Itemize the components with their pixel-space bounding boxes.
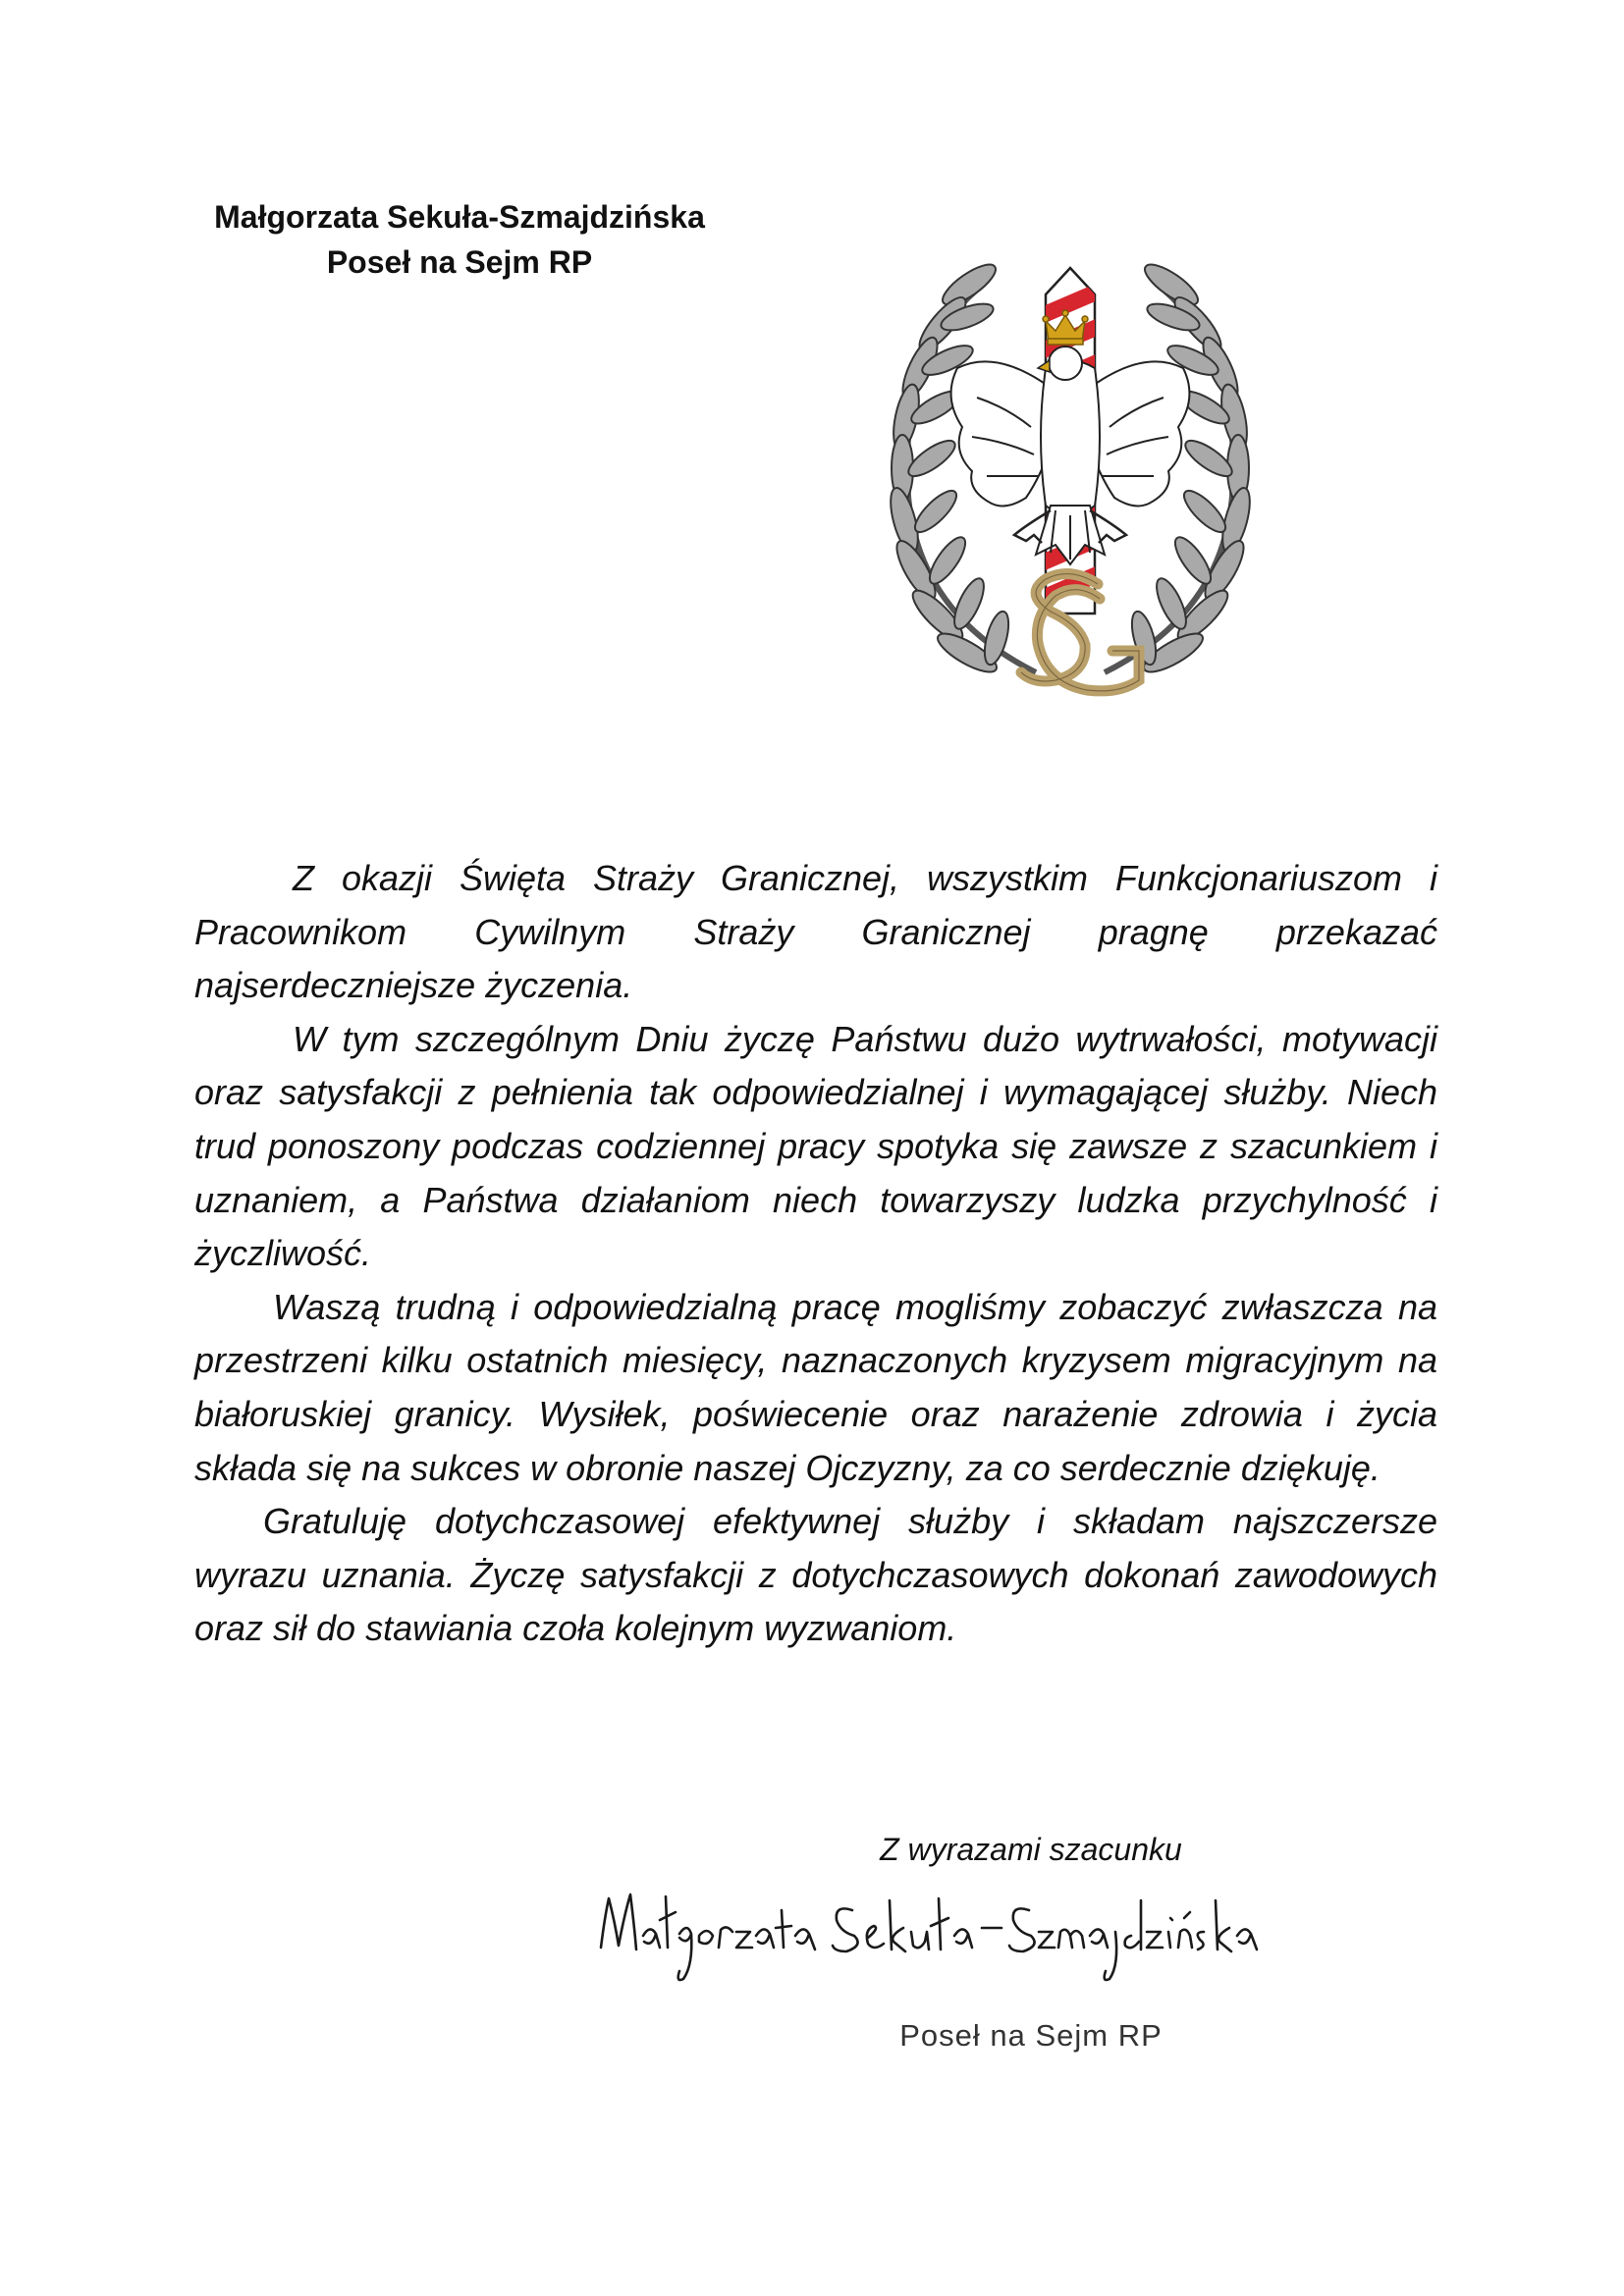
sender-name: Małgorzata Sekuła-Szmajdzińska	[214, 199, 705, 235]
closing-salutation: Z wyrazami szacunku	[880, 1832, 1182, 1867]
handwritten-signature	[589, 1877, 1276, 1990]
letter-paragraph: Z okazji Święta Straży Granicznej, wszystkim Funkcjonariuszom i Pracownikom Cywilnym Straży Granicznej pragnę przekazać najserdeczniejsze życzenia.	[194, 858, 1437, 1006]
letter-paragraph: Waszą trudną i odpowiedzialną pracę mogliśmy zobaczyć zwłaszcza na przestrzeni kilku ostatnich miesięcy, naznaczonych kryzysem migracyjnym na białoruskiej granicy. Wysiłek, poświecenie oraz narażenie zdrowia i życia składa się na sukces w obronie naszej Ojczyzny, za co serdecznie dziękuję.	[194, 1286, 1437, 1488]
letter-header	[194, 194, 725, 285]
letter-paragraph: Gratuluję dotychczasowej efektywnej służby i składam najszczersze wyrazu uznania. Życzę satysfakcji z dotychczasowych dokonań zawodowych oraz sił do stawiania czoła kolejnym wyzwaniom.	[194, 1501, 1437, 1649]
white-eagle	[951, 347, 1190, 564]
sender-title: Poseł na Sejm RP	[326, 244, 593, 280]
signatory-title: Poseł na Sejm RP	[899, 2018, 1163, 2053]
sg-monogram	[1021, 574, 1139, 691]
letter-body	[194, 852, 1437, 1656]
letter-paragraph: W tym szczególnym Dniu życzę Państwu dużo wytrwałości, motywacji oraz satysfakcji z pełnienia tak odpowiedzialnej i wymagającej służby. Niech trud ponoszony podczas codziennej pracy spotyka się zawsze z szacunkiem i uznaniem, a Państwa działaniom niech towarzyszy ludzka przychylność i życzliwość.	[194, 1018, 1437, 1274]
border-guard-emblem-icon	[859, 240, 1281, 726]
